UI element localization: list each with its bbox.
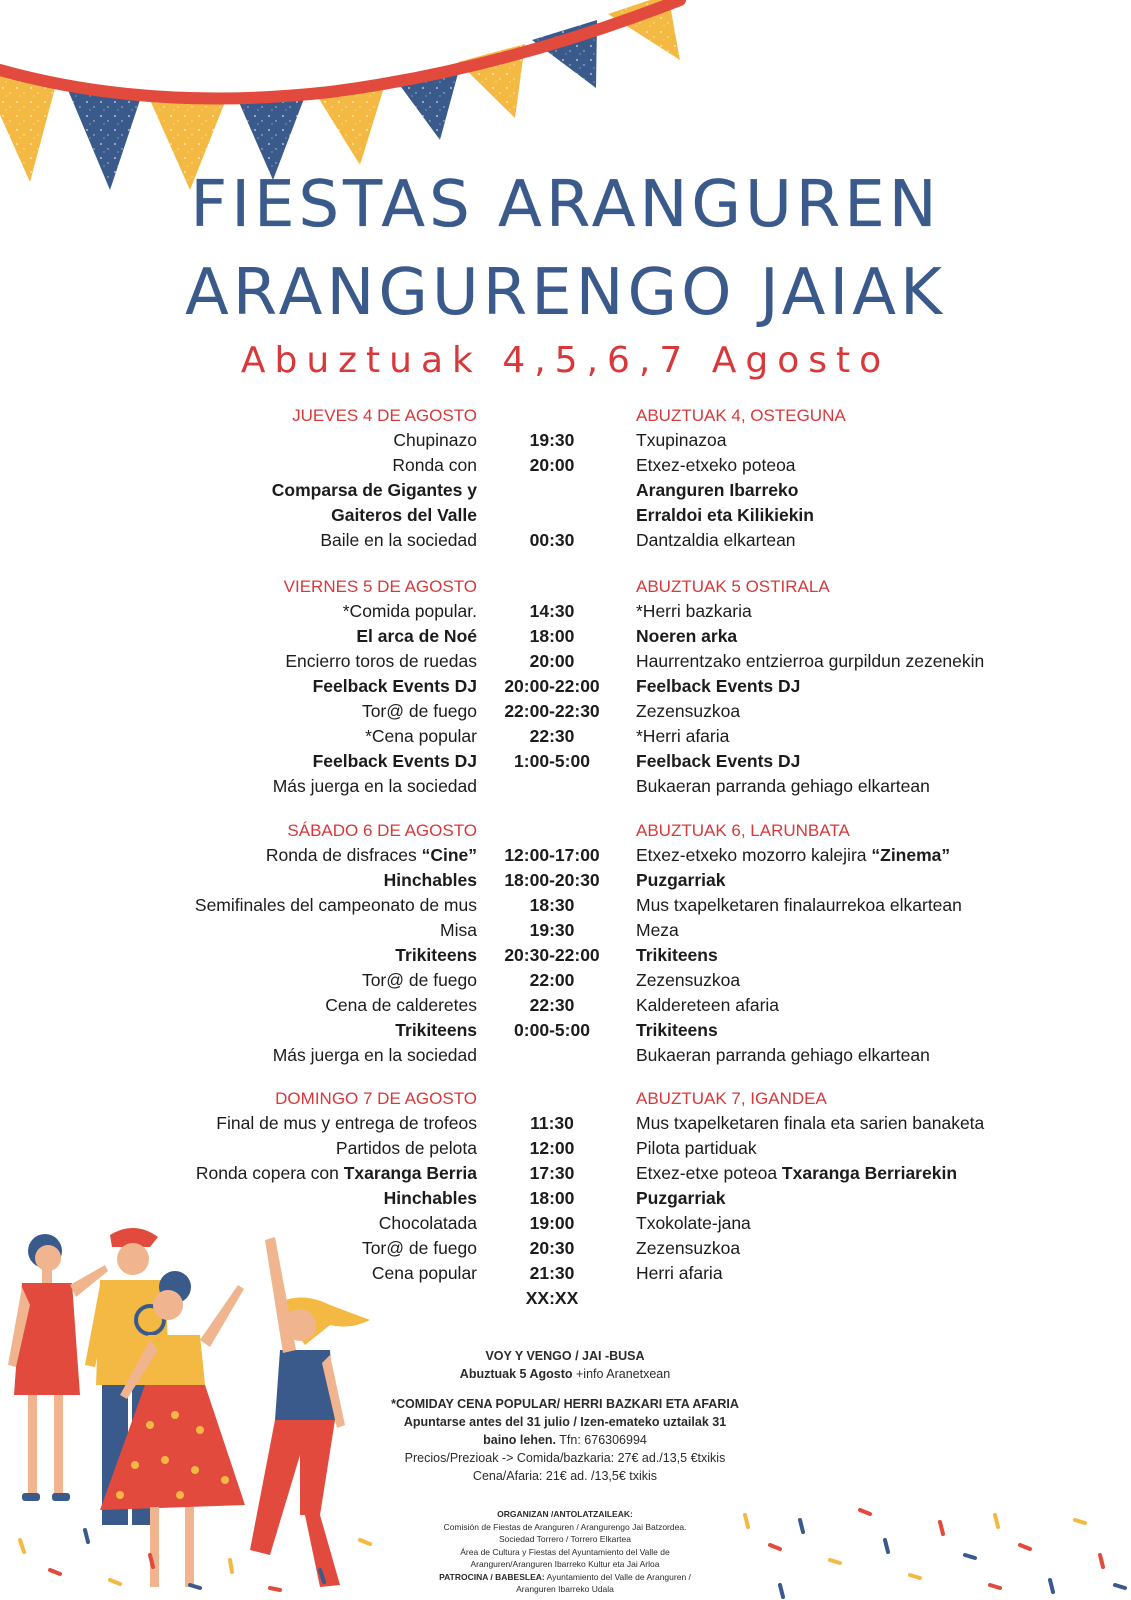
eu-event: Mus txapelketaren finalaurrekoa elkartean xyxy=(636,895,962,915)
es-event: Feelback Events DJ xyxy=(312,751,477,771)
schedule-row xyxy=(0,868,1131,893)
es-event: Misa xyxy=(440,920,477,940)
schedule-row xyxy=(0,943,1131,968)
eu-event: Puzgarriak xyxy=(636,1188,726,1208)
event-time: 20:30 xyxy=(529,1238,575,1258)
eu-event: Meza xyxy=(636,920,679,940)
es-event: Final de mus y entrega de trofeos xyxy=(216,1113,477,1133)
es-event-text: Ronda de disfraces xyxy=(265,845,422,865)
es-event-text: Ronda copera con xyxy=(195,1163,344,1183)
eu-event: Zezensuzkoa xyxy=(636,970,741,990)
schedule-row xyxy=(0,968,1131,993)
schedule-row xyxy=(0,674,1131,699)
eu-event: Txupinazoa xyxy=(636,430,727,450)
eu-event: Txokolate-jana xyxy=(636,1213,751,1233)
bus-date: Abuztuak 5 Agosto xyxy=(459,1367,573,1381)
confetti-decoration xyxy=(0,1500,1131,1600)
event-time: 20:00 xyxy=(529,651,575,671)
eu-day-header: ABUZTUAK 4, OSTEGUNA xyxy=(636,406,846,425)
schedule-row xyxy=(0,1018,1131,1043)
es-day-header: SÁBADO 6 DE AGOSTO xyxy=(287,821,477,840)
event-time: 18:00 xyxy=(529,626,575,646)
es-event: *Comida popular. xyxy=(342,601,477,621)
es-event: Feelback Events DJ xyxy=(312,676,477,696)
es-event: Cena de calderetes xyxy=(325,995,477,1015)
es-event: Gaiteros del Valle xyxy=(331,505,477,525)
event-time: XX:XX xyxy=(525,1288,579,1308)
eu-event: Bukaeran parranda gehiago elkartean xyxy=(636,776,930,796)
es-event: El arca de Noé xyxy=(356,626,477,646)
day-header xyxy=(0,1086,1131,1111)
es-event: Más juerga en la sociedad xyxy=(272,1045,477,1065)
schedule-row xyxy=(0,993,1131,1018)
es-event: Chupinazo xyxy=(393,430,477,450)
event-time: 22:00 xyxy=(529,970,575,990)
eu-event: Trikiteens xyxy=(636,1020,718,1040)
event-time: 18:00 xyxy=(529,1188,575,1208)
eu-event: Haurrentzako entzierroa gurpildun zezenekin xyxy=(636,651,985,671)
es-event: *Cena popular xyxy=(365,726,477,746)
bus-more: +info Aranetxean xyxy=(572,1367,671,1381)
schedule-row xyxy=(0,453,1131,478)
es-event: Semifinales del campeonato de mus xyxy=(194,895,477,915)
event-time: 19:30 xyxy=(529,430,575,450)
day-header xyxy=(0,818,1131,843)
event-time: 0:00-5:00 xyxy=(514,1020,590,1040)
schedule-row xyxy=(0,774,1131,799)
eu-event: Feelback Events DJ xyxy=(636,676,801,696)
schedule-row xyxy=(0,724,1131,749)
eu-event: *Herri afaria xyxy=(636,726,730,746)
eu-day-header: ABUZTUAK 5 OSTIRALA xyxy=(636,577,830,596)
eu-event-text: Etxez-etxe poteoa xyxy=(636,1163,782,1183)
dancer-red-dress xyxy=(8,1234,108,1501)
eu-event: *Herri bazkaria xyxy=(636,601,752,621)
schedule-row xyxy=(0,528,1131,553)
es-event: Hinchables xyxy=(383,870,477,890)
eu-event: Pilota partiduak xyxy=(636,1138,757,1158)
eu-event-bold: Txaranga Berriarekin xyxy=(781,1163,958,1183)
event-time: 22:30 xyxy=(529,995,575,1015)
event-time: 11:30 xyxy=(530,1113,574,1133)
schedule-row xyxy=(0,1186,1131,1211)
day-header xyxy=(0,574,1131,599)
eu-event: Zezensuzkoa xyxy=(636,701,741,721)
es-event: Baile en la sociedad xyxy=(320,530,477,550)
schedule-row xyxy=(0,1136,1131,1161)
meal-title: *COMIDAY CENA POPULAR/ HERRI BAZKARI ETA AFARIA xyxy=(391,1397,739,1411)
event-time: 20:30-22:00 xyxy=(504,945,600,965)
eu-event: Puzgarriak xyxy=(636,870,726,890)
patron-line-2: Aranguren Ibarreko Udala xyxy=(516,1584,614,1594)
eu-event: Etxez-etxeko poteoa xyxy=(636,455,796,475)
schedule-row xyxy=(0,478,1131,503)
event-time: 21:30 xyxy=(529,1263,575,1283)
event-time: 12:00 xyxy=(529,1138,575,1158)
es-event: Trikiteens xyxy=(395,945,477,965)
schedule-row xyxy=(0,1111,1131,1136)
meal-line-4: Cena/Afaria: 21€ ad. /13,5€ txikis xyxy=(472,1469,658,1483)
schedule-row xyxy=(0,624,1131,649)
schedule-row xyxy=(0,843,1131,868)
schedule-row xyxy=(0,649,1131,674)
event-time: 19:30 xyxy=(529,920,575,940)
eu-event xyxy=(636,843,950,868)
event-time: 18:30 xyxy=(529,895,575,915)
schedule-row xyxy=(0,699,1131,724)
bus-line xyxy=(300,1365,830,1383)
schedule-row xyxy=(0,893,1131,918)
schedule-row xyxy=(0,503,1131,528)
event-time: 14:30 xyxy=(529,601,575,621)
schedule-row xyxy=(0,918,1131,943)
es-day-header: VIERNES 5 DE AGOSTO xyxy=(283,577,477,596)
organizers-title: ORGANIZAN /ANTOLATZAILEAK: xyxy=(497,1509,633,1519)
title-line-2: ARANGURENGO JAIAK xyxy=(185,256,946,330)
event-time: 1:00-5:00 xyxy=(514,751,590,771)
eu-day-header: ABUZTUAK 7, IGANDEA xyxy=(636,1089,827,1108)
title-line-1: FIESTAS ARANGUREN xyxy=(190,168,941,242)
eu-event xyxy=(636,1161,957,1186)
meal-line-2-bold: baino lehen. xyxy=(483,1433,557,1447)
es-event: Tor@ de fuego xyxy=(361,970,477,990)
meal-phone: Tfn: 676306994 xyxy=(556,1433,647,1447)
spacer xyxy=(300,1383,830,1395)
eu-event: Feelback Events DJ xyxy=(636,751,801,771)
eu-event: Kaldereteen afaria xyxy=(636,995,780,1015)
event-time: 20:00-22:00 xyxy=(504,676,600,696)
eu-event: Noeren arka xyxy=(636,626,738,646)
eu-event: Dantzaldia elkartean xyxy=(636,530,796,550)
organizer-line: Sociedad Torrero / Torrero Elkartea xyxy=(499,1534,631,1544)
festival-dates: Abuztuak 4,5,6,7 Agosto xyxy=(240,340,891,381)
event-time: 17:30 xyxy=(529,1163,575,1183)
organizer-line: Área de Cultura y Fiestas del Ayuntamiento del Valle de xyxy=(460,1546,670,1557)
eu-event: Aranguren Ibarreko xyxy=(636,480,799,500)
es-event: Cena popular xyxy=(371,1263,477,1283)
eu-day-header: ABUZTUAK 6, LARUNBATA xyxy=(636,821,850,840)
eu-event: Bukaeran parranda gehiago elkartean xyxy=(636,1045,930,1065)
day-header xyxy=(0,403,1131,428)
event-time: 18:00-20:30 xyxy=(504,870,600,890)
es-event-bold: Txaranga Berria xyxy=(343,1163,477,1183)
es-event: Hinchables xyxy=(383,1188,477,1208)
schedule-row xyxy=(0,428,1131,453)
meal-line-1: Apuntarse antes del 31 julio / Izen-emateko uztailak 31 xyxy=(403,1415,727,1429)
eu-event-text: Etxez-etxeko mozorro kalejira xyxy=(636,845,872,865)
es-event-bold: “Cine” xyxy=(421,845,477,865)
bus-title: VOY Y VENGO / JAI -BUSA xyxy=(485,1349,645,1363)
info-block xyxy=(300,1347,830,1485)
eu-event: Zezensuzkoa xyxy=(636,1238,741,1258)
es-event: Ronda con xyxy=(392,455,477,475)
es-event: Trikiteens xyxy=(395,1020,477,1040)
schedule-row xyxy=(0,1161,1131,1186)
organizer-line: Aranguren/Aranguren Ibarreko Kultur eta Jai Arloa xyxy=(470,1559,660,1569)
eu-event: Trikiteens xyxy=(636,945,718,965)
eu-event: Erraldoi eta Kilikiekin xyxy=(636,505,814,525)
eu-event: Mus txapelketaren finala eta sarien banaketa xyxy=(636,1113,985,1133)
schedule-row xyxy=(0,749,1131,774)
es-event: Tor@ de fuego xyxy=(361,1238,477,1258)
meal-line-2 xyxy=(300,1431,830,1449)
es-event: Partidos de pelota xyxy=(335,1138,477,1158)
eu-event: Herri afaria xyxy=(636,1263,723,1283)
es-event: Comparsa de Gigantes y xyxy=(271,480,477,500)
es-event: Tor@ de fuego xyxy=(361,701,477,721)
meal-line-3: Precios/Prezioak -> Comida/bazkaria: 27€ ad./13,5 €txikis xyxy=(404,1451,726,1465)
es-event: Chocolatada xyxy=(378,1213,477,1233)
schedule-row xyxy=(0,1043,1131,1068)
es-event: Más juerga en la sociedad xyxy=(272,776,477,796)
event-time: 20:00 xyxy=(529,455,575,475)
event-time: 00:30 xyxy=(529,530,575,550)
es-event xyxy=(266,843,477,868)
schedule-row xyxy=(0,599,1131,624)
organizer-line: Comisión de Fiestas de Aranguren / Arangurengo Jai Batzordea. xyxy=(443,1521,687,1532)
event-time: 19:00 xyxy=(529,1213,575,1233)
patron-text: Ayuntamiento del Valle de Aranguren / xyxy=(544,1571,691,1582)
patron-label: PATROCINA / BABESLEA: xyxy=(439,1571,545,1582)
event-time: 12:00-17:00 xyxy=(504,845,600,865)
event-time: 22:30 xyxy=(529,726,575,746)
event-time: 22:00-22:30 xyxy=(504,701,600,721)
es-event xyxy=(196,1161,477,1186)
es-day-header: JUEVES 4 DE AGOSTO xyxy=(292,406,477,425)
es-day-header: DOMINGO 7 DE AGOSTO xyxy=(275,1089,477,1108)
es-event: Encierro toros de ruedas xyxy=(285,651,477,671)
eu-event-bold: “Zinema” xyxy=(871,845,951,865)
